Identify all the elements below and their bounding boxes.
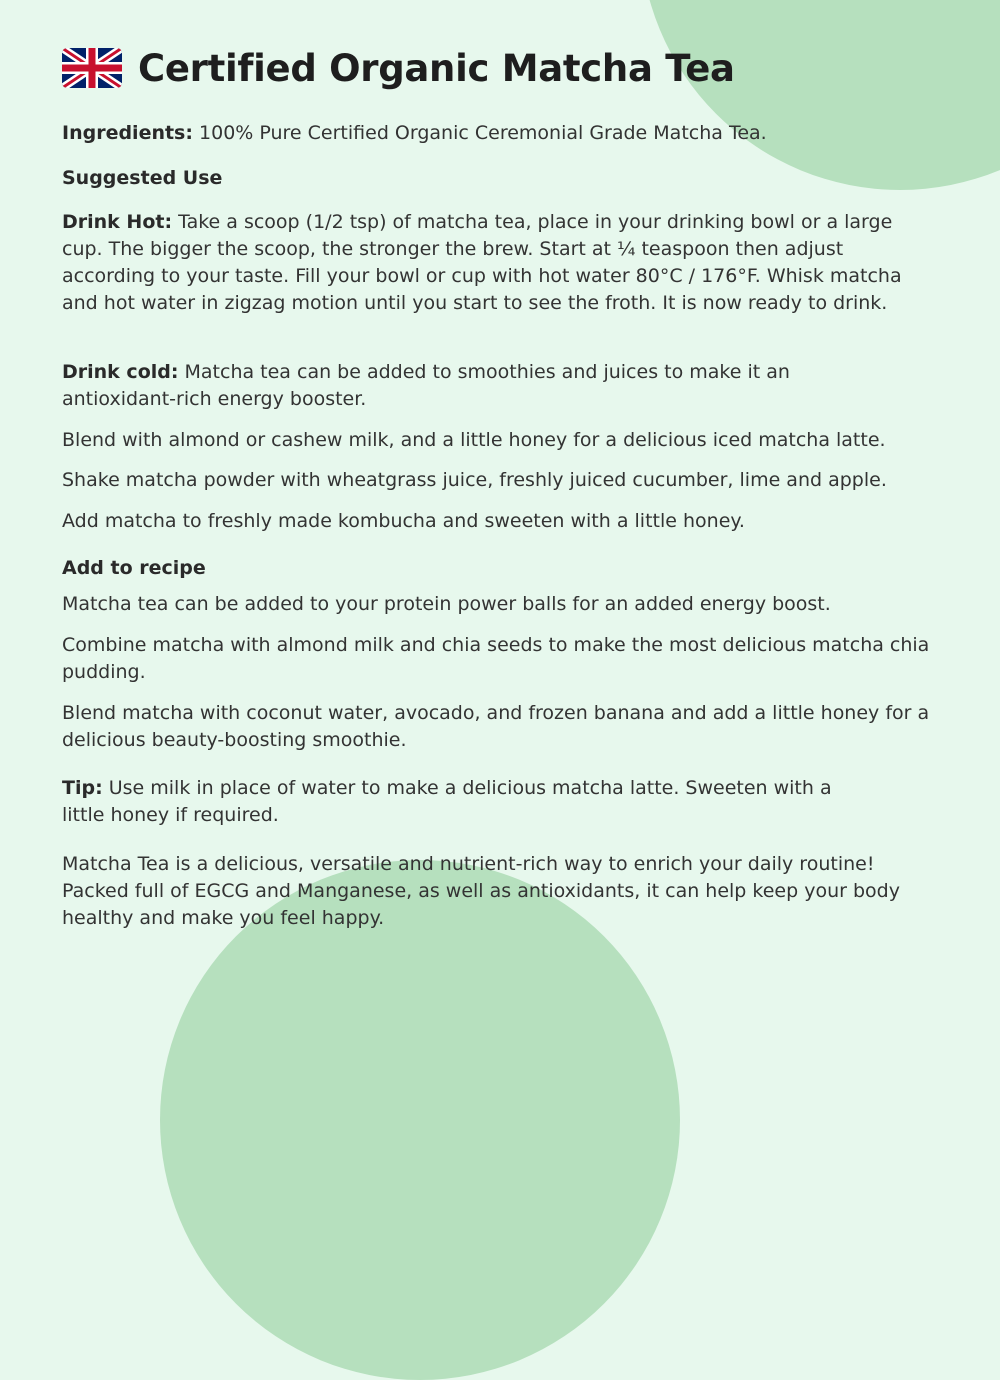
drink-cold <box>62 359 872 413</box>
cold-tip-2: Shake matcha powder with wheatgrass juice, freshly juiced cucumber, lime and apple. <box>62 469 887 491</box>
uk-flag-icon <box>62 48 122 88</box>
tip <box>62 775 852 829</box>
drink-cold-text: Matcha tea can be added to smoothies and juices to make it an antioxidant-rich energy booster. <box>62 361 790 410</box>
tip-label: Tip: <box>62 777 103 799</box>
page-title: Certified Organic Matcha Tea <box>138 46 735 90</box>
ingredients-text: 100% Pure Certified Organic Ceremonial Grade Matcha Tea. <box>199 122 767 144</box>
ingredients <box>62 120 767 147</box>
drink-hot <box>62 209 912 317</box>
tip-text: Use milk in place of water to make a delicious matcha latte. Sweeten with a little honey if required. <box>62 777 832 826</box>
drink-cold-label: Drink cold: <box>62 361 179 383</box>
cold-tip-3: Add matcha to freshly made kombucha and sweeten with a little honey. <box>62 510 745 532</box>
drink-hot-label: Drink Hot: <box>62 211 173 233</box>
suggested-use-heading: Suggested Use <box>62 167 223 189</box>
add-to-recipe-heading: Add to recipe <box>62 557 206 579</box>
closing-paragraph: Matcha Tea is a delicious, versatile and nutrient-rich way to enrich your daily routine! Packed full of EGCG and Manganese, as well as antioxidants, it can help keep your body healthy and make you feel happy. <box>62 853 900 929</box>
decorative-circle-bottom <box>160 860 680 1380</box>
recipe-tip-2: Combine matcha with almond milk and chia seeds to make the most delicious matcha chia pudding. <box>62 634 930 683</box>
cold-tip-1: Blend with almond or cashew milk, and a little honey for a delicious iced matcha latte. <box>62 429 886 451</box>
drink-hot-text: Take a scoop (1/2 tsp) of matcha tea, place in your drinking bowl or a large cup. The bigger the scoop, the stronger the brew. Start at ¼ teaspoon then adjust according to your taste. Fill your bowl or cup with hot water 80°C / 176°F. Whisk matcha and hot water in zigzag motion until you start to see the froth. It is now ready to drink. <box>62 211 902 314</box>
ingredients-label: Ingredients: <box>62 122 193 144</box>
recipe-tip-3: Blend matcha with coconut water, avocado, and frozen banana and add a little honey for a delicious beauty-boosting smoothie. <box>62 702 930 751</box>
recipe-tip-1: Matcha tea can be added to your protein power balls for an added energy boost. <box>62 593 831 615</box>
title-row <box>62 40 735 96</box>
